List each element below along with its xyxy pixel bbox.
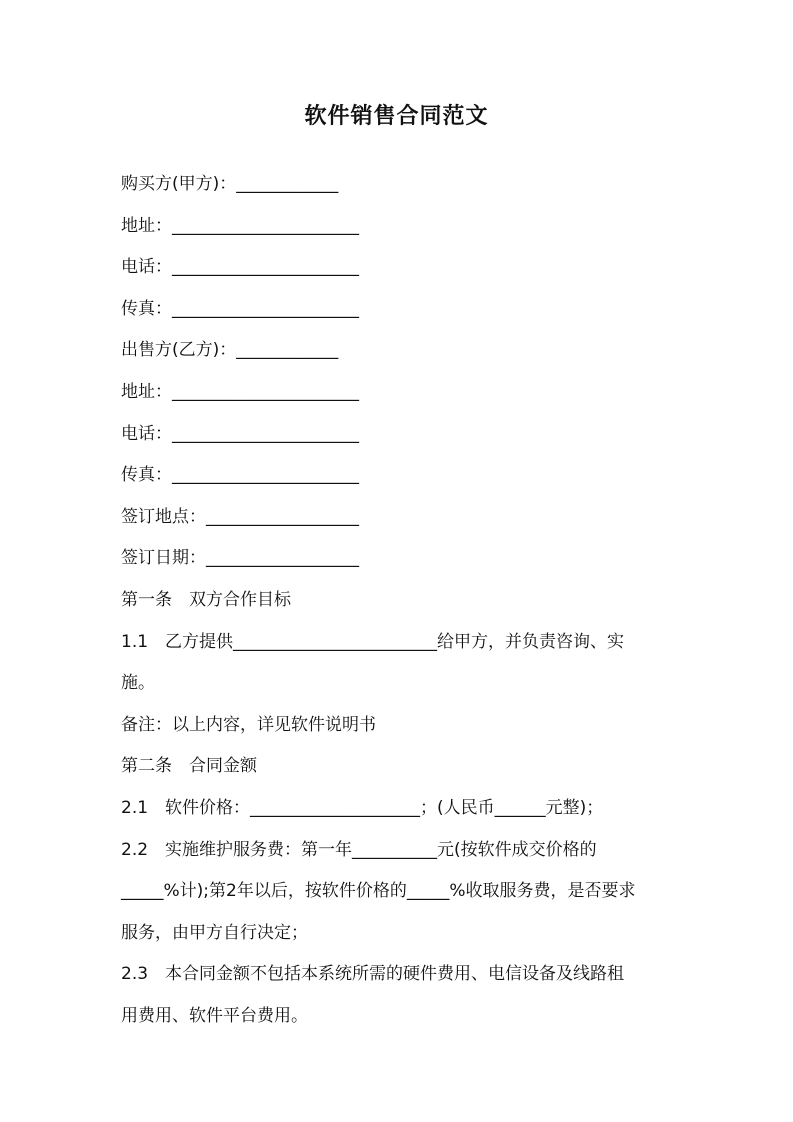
clause-2-2-continued-2: 服务，由甲方自行决定；	[121, 922, 308, 943]
document-title: 软件销售合同范文	[304, 104, 489, 129]
clause-2-2: 2.2 实施维护服务费：第一年__________元(按软件成交价格的	[121, 839, 597, 860]
document-body	[121, 164, 677, 1037]
buyer-address-line: 地址：______________________	[121, 215, 359, 236]
seller-party-line: 出售方(乙方)：____________	[121, 340, 339, 361]
clause-2-1: 2.1 软件价格：____________________；(人民币______元整)；	[121, 797, 604, 818]
clause-1-1-continued: 施。	[121, 673, 155, 694]
signing-place-line: 签订地点：__________________	[121, 506, 359, 527]
signing-date-line: 签订日期：__________________	[121, 548, 359, 569]
buyer-phone-line: 电话：______________________	[121, 257, 359, 278]
seller-phone-line: 电话：______________________	[121, 423, 359, 444]
buyer-fax-line: 传真：______________________	[121, 298, 359, 319]
clause-1-1: 1.1 乙方提供________________________给甲方，并负责咨询、实	[121, 631, 625, 652]
article-1-heading: 第一条 双方合作目标	[121, 589, 291, 610]
seller-address-line: 地址：______________________	[121, 381, 359, 402]
clause-2-3: 2.3 本合同金额不包括本系统所需的硬件费用、电信设备及线路租	[121, 964, 625, 985]
seller-fax-line: 传真：______________________	[121, 465, 359, 486]
clause-2-2-continued-1: _____%计);第2年以后，按软件价格的_____%收取服务费，是否要求	[121, 881, 636, 902]
remark-line: 备注：以上内容，详见软件说明书	[121, 714, 376, 735]
buyer-party-line: 购买方(甲方)：____________	[121, 174, 339, 194]
clause-2-3-continued: 用费用、软件平台费用。	[121, 1005, 308, 1026]
article-2-heading: 第二条 合同金额	[121, 756, 257, 777]
